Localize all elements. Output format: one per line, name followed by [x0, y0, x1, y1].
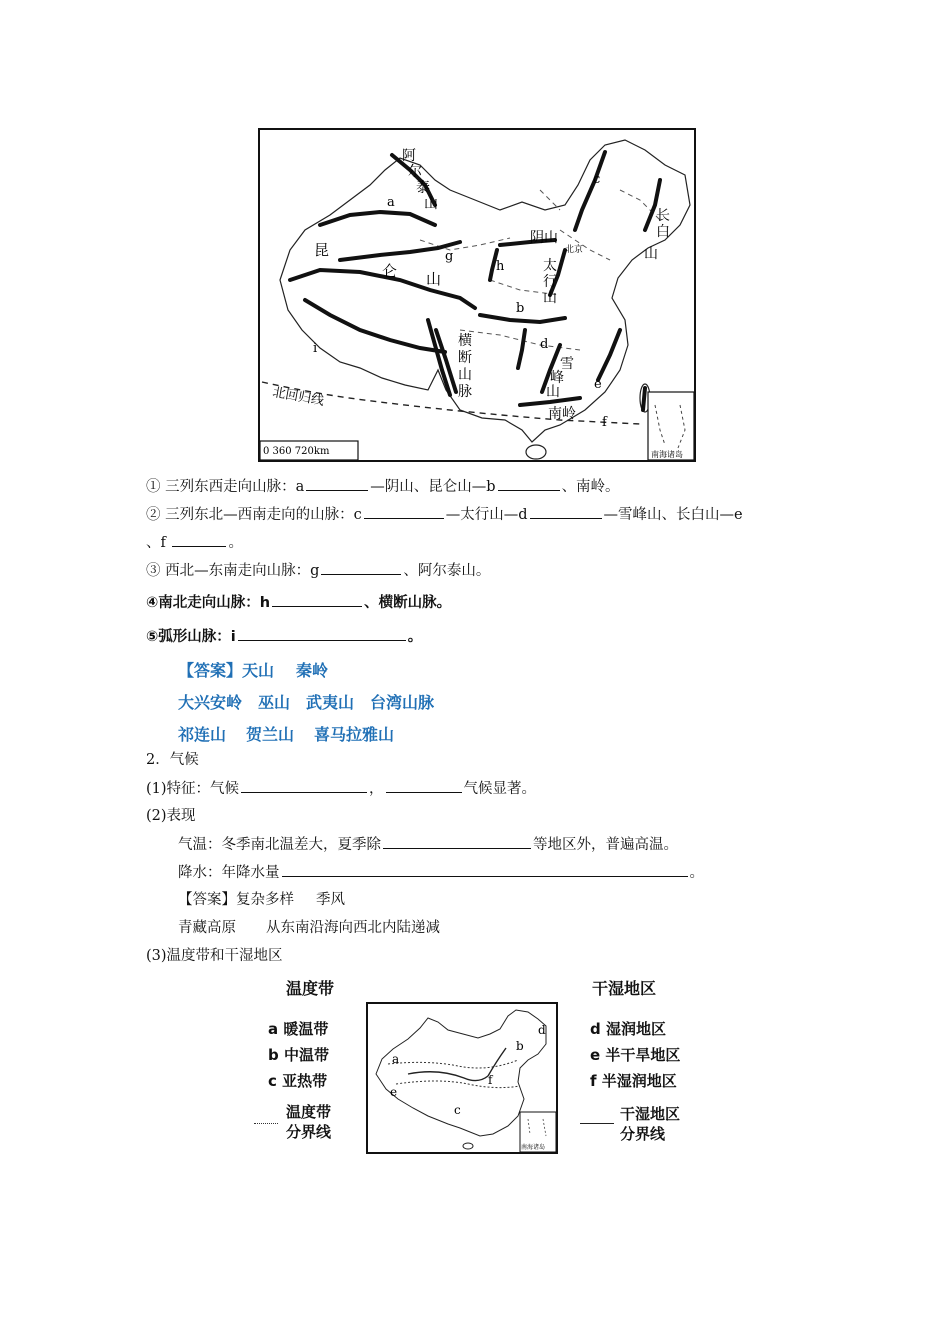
zone-letter-f: f: [488, 1073, 493, 1087]
q1-mid: —阴山、昆仑山—b: [370, 479, 496, 495]
label-altai-1: 阿: [402, 148, 416, 164]
feature-suffix: 气候显著。: [463, 781, 537, 797]
zone-letter-c: c: [454, 1103, 461, 1117]
south-sea-label-2: 南海诸岛: [521, 1144, 546, 1151]
wet-boundary-2: 分界线: [620, 1125, 666, 1143]
label-xuefeng-3: 山: [546, 384, 560, 400]
q2-prefix: ② 三列东北—西南走向的山脉：c: [146, 507, 362, 523]
answer-2-1: 大兴安岭: [178, 693, 243, 712]
label-changbai-3: 山: [644, 246, 658, 262]
answer-3-1: 祁连山: [178, 725, 227, 744]
wet-boundary-1: 干湿地区: [620, 1105, 681, 1123]
label-altai-4: 山: [424, 196, 438, 212]
climate-zone-map: [366, 1002, 558, 1154]
q3-prefix: ③ 西北—东南走向山脉：g: [146, 563, 320, 579]
label-xuefeng-2: 峰: [550, 370, 564, 386]
answer-2-3: 武夷山: [306, 693, 355, 712]
climate-answer-1: [178, 890, 345, 910]
question-5: [146, 626, 422, 647]
range-daxinganling: [575, 152, 605, 230]
label-hengduan-3: 山: [458, 367, 472, 383]
zone-letter-d: d: [538, 1023, 546, 1037]
feature-blank-2[interactable]: [386, 778, 462, 793]
temp-boundary-symbol: [254, 1123, 278, 1124]
climate-feature: [146, 778, 536, 799]
label-nanling: 南岭: [548, 406, 576, 422]
label-xuefeng-1: 雪: [560, 356, 574, 372]
letter-e: e: [594, 377, 602, 392]
range-qilian: [340, 242, 460, 260]
q4-blank-h[interactable]: [272, 592, 362, 607]
letter-f: f: [602, 415, 607, 430]
climate-answer-2-1: 青藏高原: [178, 920, 236, 936]
letter-g: g: [445, 249, 454, 264]
q4-suffix: 、横断山脉。: [364, 595, 452, 611]
feature-blank-1[interactable]: [241, 778, 367, 793]
label-beijing: 北京: [565, 245, 584, 255]
temp-zone-c: c 亚热带: [268, 1072, 328, 1090]
label-hengduan-1: 横: [458, 333, 472, 349]
temp-blank[interactable]: [383, 834, 531, 849]
answer-2-2: 巫山: [258, 693, 291, 712]
answer-1-2: 秦岭: [296, 661, 329, 680]
zone-letter-a: a: [392, 1052, 400, 1066]
q2-mid2: —雪峰山、长白山—e: [603, 507, 743, 523]
question-1: [146, 476, 620, 497]
question-3: [146, 560, 490, 581]
q2-prefix-f: 、f: [146, 535, 166, 551]
q1-blank-a[interactable]: [306, 476, 368, 491]
label-kunlun-2: 仑: [382, 262, 398, 280]
label-taihang-1: 太: [543, 258, 557, 274]
answer-line-3: [178, 722, 416, 745]
wet-zone-list: [590, 1016, 680, 1094]
answer-2-4: 台湾山脉: [370, 693, 435, 712]
label-taihang-2: 行: [543, 274, 557, 290]
q2-blank-c[interactable]: [364, 504, 444, 519]
q1-suffix: 、南岭。: [561, 479, 620, 495]
wet-boundary-symbol: [580, 1123, 614, 1124]
temp-zone-list: [268, 1016, 329, 1094]
range-wushan: [518, 330, 525, 368]
mountain-map: [258, 128, 696, 462]
q1-prefix: ① 三列东西走向山脉：a: [146, 479, 305, 495]
label-changbai-2: 白: [656, 224, 670, 240]
feature-mid: ，: [369, 781, 384, 797]
q5-prefix: ⑤弧形山脉：i: [146, 629, 236, 645]
feature-prefix: (1)特征：气候: [146, 781, 240, 797]
precip-prefix: 降水：年降水量: [178, 865, 280, 881]
temp-suffix: 等地区外，普遍高温。: [533, 837, 678, 853]
climate-answer-2: [178, 918, 440, 938]
perf-heading: (2)表现: [146, 808, 196, 824]
question-2-cont: [146, 532, 243, 553]
label-altai-2: 尔: [408, 164, 422, 180]
q2-blank-f[interactable]: [172, 532, 226, 547]
label-altai-3: 泰: [416, 180, 430, 196]
wet-zone-title: 干湿地区: [592, 979, 657, 998]
answer-3-2: 贺兰山: [246, 725, 295, 744]
label-kunlun-1: 昆: [314, 241, 330, 259]
temp-boundary-label: [286, 1102, 331, 1142]
precip-line: [178, 862, 704, 883]
precip-suffix: 。: [689, 865, 704, 881]
zones-heading: (3)温度带和干湿地区: [146, 948, 283, 964]
answer-1-1: 【答案】天山: [178, 661, 275, 680]
climate-zone-map-svg: [368, 1004, 556, 1152]
range-himalaya: [305, 300, 445, 352]
climate-heading: 2．气候: [146, 752, 199, 768]
temp-prefix: 气温：冬季南北温差大，夏季除: [178, 837, 381, 853]
temp-line: [178, 834, 678, 855]
climate-answer-1-2: 季风: [316, 892, 345, 908]
label-hengduan-2: 断: [458, 350, 472, 366]
q2-mid1: —太行山—d: [445, 507, 528, 523]
q4-prefix: ④南北走向山脉：h: [146, 595, 271, 611]
question-4: [146, 592, 451, 613]
q1-blank-b[interactable]: [498, 476, 560, 491]
range-tianshan: [320, 212, 435, 225]
climate-answer-2-2: 从东南沿海向西北内陆递减: [266, 920, 440, 936]
label-changbai-1: 长: [656, 208, 670, 224]
label-yinshan: 阴山: [530, 230, 558, 246]
zone-letter-e: e: [390, 1085, 398, 1099]
temp-boundary-2: 分界线: [286, 1123, 332, 1141]
range-hengduan: [428, 320, 456, 395]
scale-text: 0 360 720km: [263, 446, 330, 457]
label-hengduan-4: 脉: [458, 384, 472, 400]
q5-blank-i[interactable]: [238, 626, 406, 641]
range-qinling: [480, 315, 565, 322]
label-tropic: 北回归线: [271, 385, 326, 409]
q2-suffix: 。: [228, 535, 243, 551]
answer-line-2: [178, 690, 456, 713]
q5-suffix: 。: [407, 629, 423, 645]
range-taiwan: [643, 388, 645, 410]
precip-blank[interactable]: [282, 862, 688, 877]
wet-zone-d: d 湿润地区: [590, 1020, 666, 1038]
letter-a: a: [387, 195, 395, 210]
label-taihang-3: 山: [543, 290, 557, 306]
letter-d: d: [540, 337, 549, 352]
letter-h: h: [496, 259, 505, 274]
wet-boundary-label: [620, 1104, 680, 1144]
letter-c: c: [593, 172, 601, 187]
label-kunlun-3: 山: [426, 270, 442, 288]
temp-zone-b: b 中温带: [268, 1046, 329, 1064]
letter-i: i: [313, 341, 318, 356]
question-2: [146, 504, 743, 525]
answer-line-1: [178, 658, 350, 681]
wet-zone-e: e 半干旱地区: [590, 1046, 681, 1064]
zone-letter-b: b: [516, 1039, 524, 1053]
q3-suffix: 、阿尔泰山。: [403, 563, 491, 579]
south-sea-label: 南海诸岛: [651, 450, 683, 459]
range-wuyi: [598, 330, 620, 380]
mountain-map-svg: [260, 130, 694, 460]
wet-zone-f: f 半湿润地区: [590, 1072, 677, 1090]
temp-zone-a: a 暖温带: [268, 1020, 329, 1038]
climate-answer-1-1: 【答案】复杂多样: [178, 892, 294, 908]
temp-boundary-1: 温度带: [286, 1103, 332, 1121]
letter-b: b: [516, 301, 525, 316]
temp-zone-title: 温度带: [286, 979, 335, 998]
q3-blank-g[interactable]: [321, 560, 401, 575]
answer-3-3: 喜马拉雅山: [314, 725, 395, 744]
q2-blank-d[interactable]: [530, 504, 602, 519]
